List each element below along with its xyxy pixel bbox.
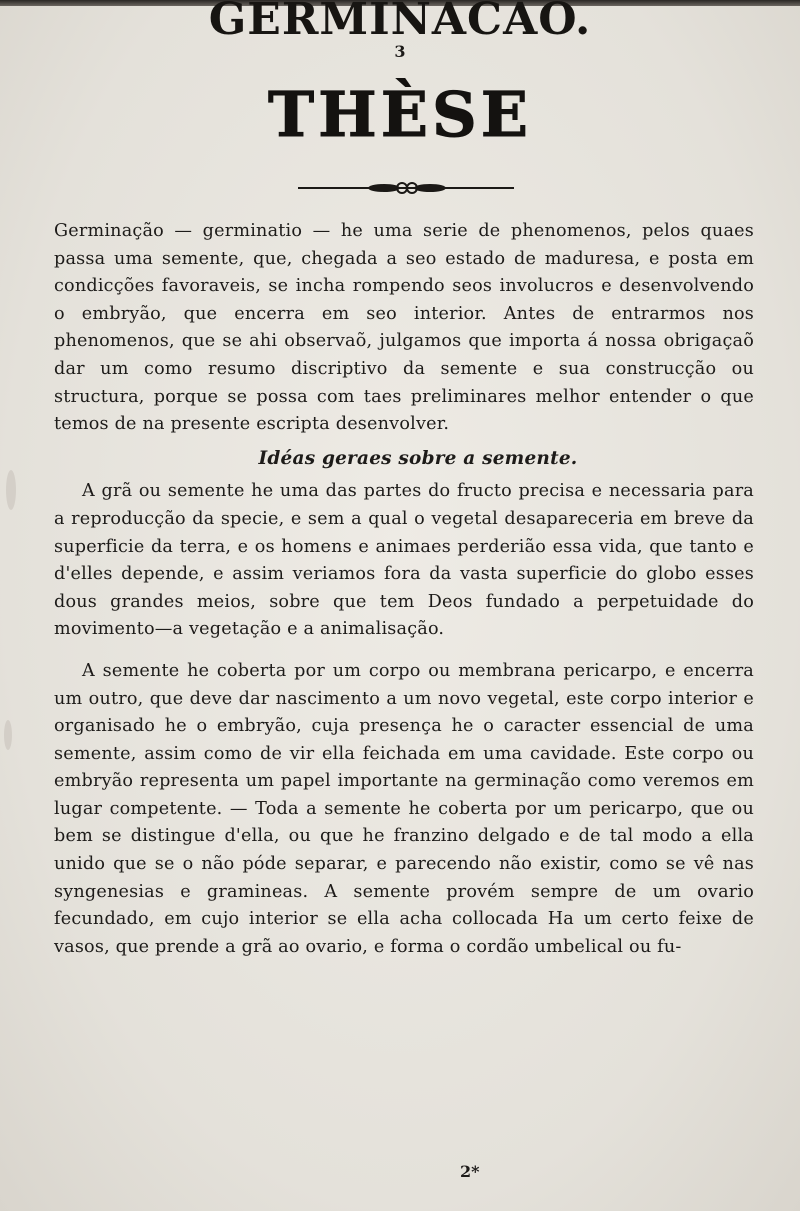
running-heading: GERMINACAO. — [208, 0, 592, 45]
ornament-divider-icon — [298, 178, 514, 198]
heading-mark: 3 — [394, 42, 406, 61]
paragraph-embryo: A semente he coberta por um corpo ou membrana pericarpo, e encerra um outro, que deve dar nascimento a um novo vegetal, este corpo interior e organisado he o embryão, cuja presença he o caracter essencial de uma semente, assim como de vir ella feichada em uma cavidade. Este corpo ou embryão representa um papel importante na germinação como veremos em lugar competente. — Toda a semente he coberta por um pericarpo, que ou bem se distingue d'ella, ou que he franzino delgado e de tal modo a ella unido que se o não póde separar, e parecendo não existir, como se vê nas syngenesias e gramineas. A semente provém sempre de um ovario fecundado, em cujo interior se ella acha collocada Ha um certo feixe de vasos, que prende a grã ao ovario, e forma o cordão umbelical ou fu- — [54, 660, 754, 957]
paragraph-seed: A grã ou semente he uma das partes do fructo precisa e necessaria para a reproducção da specie, e sem a qual o vegetal desapareceria em breve da superficie da terra, e os homens e animaes perderião essa vida, que tanto e d'elles depende, e assim veriamos fora da vasta superficie do globo esses dous grandes meios, sobre que tem Deos fundado a perpetuidade do movimento—a vegetação e a animalisação. — [54, 481, 754, 640]
paragraph-intro: Germinação — germinatio — he uma serie de phenomenos, pelos quaes passa uma semente, que, chegada a seo estado de madurеsa, e posta em condicções favoraveis, se incha rompendo seos involucros e desenvolvendo o embryão, que encerra em seo interior. Antes de entrarmos nos phenomenos, que se ahi observaõ, julgamos que importa á nossa obrigaçaõ dar um como resumo discriptivo da semente e sua construcção ou structura, porque se possa com taes preliminares melhor entender o que temos de na presente escripta desenvolver. — [54, 221, 754, 435]
section-title: Idéas geraes sobre a semente. — [258, 447, 578, 469]
paper-stain — [6, 470, 16, 510]
signature-mark: 2* — [460, 1162, 480, 1181]
body-text — [54, 218, 754, 961]
paper-stain — [4, 720, 12, 750]
document-title: THÈSE — [267, 78, 532, 151]
